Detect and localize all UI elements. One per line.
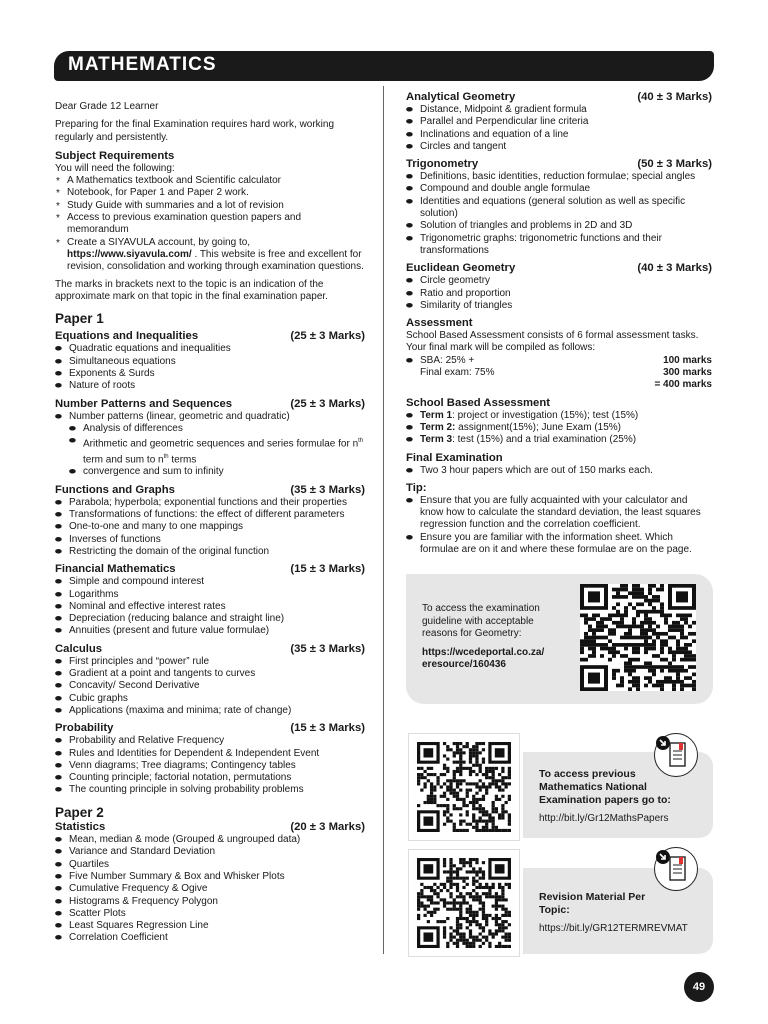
tip-list bbox=[406, 495, 712, 556]
list-item: ⬬ Ensure you are familiar with the information sheet. Which formulae are on it and where these formulae are on the page. bbox=[406, 532, 712, 557]
topic-list bbox=[55, 343, 365, 392]
topic-list bbox=[55, 497, 365, 558]
list-item: ⬬ Mean, median & mode (Grouped & ungrouped data) bbox=[55, 834, 365, 846]
list-item: ⬬ Transformations of functions: the effect of different parameters bbox=[55, 509, 365, 521]
list-item: ⬬ Number patterns (linear, geometric and quadratic) bbox=[55, 411, 365, 423]
list-item: ⬬ Nominal and effective interest rates bbox=[55, 601, 365, 613]
paper-2-heading: Paper 2 bbox=[55, 804, 104, 820]
list-item: ⬬ Rules and Identities for Dependent & Independent Event bbox=[55, 748, 365, 760]
section-heading: Equations and Inequalities (25 ± 3 Marks) bbox=[55, 330, 365, 343]
list-item: ⬬ Ratio and proportion bbox=[406, 288, 712, 300]
list-item: ⬬ Compound and double angle formulae bbox=[406, 183, 712, 195]
list-item: ⬬ Arithmetic and geometric sequences and series formulae for $n^{th}$ term and sum to $n^{th}$ terms bbox=[55, 435, 365, 466]
topic-list bbox=[406, 104, 712, 153]
list-item: ⬬ Exponents & Surds bbox=[55, 368, 365, 380]
topic-list bbox=[55, 735, 365, 796]
left-column bbox=[55, 101, 365, 945]
list-item: ⬬ Applications (maxima and minima; rate of change) bbox=[55, 705, 365, 717]
list-item: ⬬ Restricting the domain of the original function bbox=[55, 546, 365, 558]
past-papers-heading: To access previous Mathematics National Examination papers go to: bbox=[539, 768, 671, 806]
marks-note: The marks in brackets next to the topic is an indication of the approximate mark on that topic in the final examination paper. bbox=[55, 278, 328, 302]
list-item: ⬬ Circles and tangent bbox=[406, 141, 712, 153]
list-item: * Notebook, for Paper 1 and Paper 2 work. bbox=[55, 187, 365, 199]
list-item: ⬬ Solution of triangles and problems in 2D and 3D bbox=[406, 220, 712, 232]
section-heading: Financial Mathematics (15 ± 3 Marks) bbox=[55, 563, 365, 576]
topic-list bbox=[55, 656, 365, 717]
list-item: ⬬ SBA: 25% + 100 marks bbox=[406, 355, 712, 367]
list-item: ⬬ convergence and sum to infinity bbox=[55, 466, 365, 478]
qr-code-icon[interactable] bbox=[580, 584, 696, 691]
list-item: ⬬ Correlation Coefficient bbox=[55, 932, 365, 944]
list-item: Final exam: 75% 300 marks bbox=[420, 367, 712, 379]
list-item: ⬬ Term 1: project or investigation (15%); test (15%) bbox=[406, 410, 712, 422]
title-banner bbox=[54, 51, 714, 81]
list-item: ⬬ Distance, Midpoint & gradient formula bbox=[406, 104, 712, 116]
revision-link[interactable]: https://bit.ly/GR12TERMREVMAT bbox=[539, 923, 688, 934]
sba-list bbox=[406, 410, 712, 447]
list-item: ⬬ Definitions, basic identities, reduction formulae; special angles bbox=[406, 171, 712, 183]
list-item: ⬬ Cubic graphs bbox=[55, 693, 365, 705]
greeting: Dear Grade 12 Learner bbox=[55, 101, 159, 112]
list-item: ⬬ Counting principle; factorial notation, permutations bbox=[55, 772, 365, 784]
list-item: ⬬ Depreciation (reducing balance and straight line) bbox=[55, 613, 365, 625]
list-item: ⬬ Logarithms bbox=[55, 589, 365, 601]
revision-heading: Revision Material Per Topic: bbox=[539, 891, 646, 916]
list-item: ⬬ Cumulative Frequency & Ogive bbox=[55, 883, 365, 895]
right-column bbox=[406, 91, 712, 556]
list-item: * Access to previous examination question papers and memorandum bbox=[55, 212, 365, 237]
assessment-heading: Assessment bbox=[406, 317, 473, 330]
final-list bbox=[406, 465, 712, 477]
list-item: ⬬ Histograms & Frequency Polygon bbox=[55, 896, 365, 908]
topic-list bbox=[406, 171, 712, 257]
assessment-list bbox=[406, 355, 712, 380]
list-item: ⬬ Variance and Standard Deviation bbox=[55, 846, 365, 858]
list-item: * Create a SIYAVULA account, by going to, https://www.siyavula.com/ . This website is free and excellent for revision, consolidation and working through examination questions. bbox=[55, 237, 365, 274]
topic-list bbox=[406, 275, 712, 312]
list-item: ⬬ The counting principle in solving probability problems bbox=[55, 784, 365, 796]
subject-requirements-heading: Subject Requirements bbox=[55, 149, 175, 162]
total-marks: = 400 marks bbox=[654, 379, 712, 391]
list-item: ⬬ Ensure that you are fully acquainted with your calculator and know how to calculate the standard deviation, the least squares regression function and the correlation coefficient. bbox=[406, 495, 712, 532]
list-item: ⬬ Scatter Plots bbox=[55, 908, 365, 920]
list-item: ⬬ Least Squares Regression Line bbox=[55, 920, 365, 932]
qr-code-icon[interactable] bbox=[408, 849, 520, 957]
section-heading: Functions and Graphs (35 ± 3 Marks) bbox=[55, 483, 365, 496]
list-item: ⬬ Parallel and Perpendicular line criteria bbox=[406, 116, 712, 128]
list-item: ⬬ Inverses of functions bbox=[55, 534, 365, 546]
list-item: ⬬ Inclinations and equation of a line bbox=[406, 129, 712, 141]
section-heading: Number Patterns and Sequences (25 ± 3 Marks) bbox=[55, 397, 365, 410]
list-item: ⬬ Quartiles bbox=[55, 859, 365, 871]
list-item: ⬬ Analysis of differences bbox=[55, 423, 365, 435]
list-item: ⬬ Gradient at a point and tangents to curves bbox=[55, 668, 365, 680]
list-item: ⬬ Probability and Relative Frequency bbox=[55, 735, 365, 747]
topic-list bbox=[55, 834, 365, 945]
paper-1-heading: Paper 1 bbox=[55, 311, 104, 327]
page-title: MATHEMATICS bbox=[68, 54, 217, 75]
siyavula-link[interactable]: https://www.siyavula.com/ bbox=[67, 248, 192, 260]
list-item: ⬬ Identities and equations (general solution as well as specific solution) bbox=[406, 196, 712, 221]
qr-code-icon[interactable] bbox=[408, 733, 520, 841]
guideline-text: To access the examination guideline with acceptable reasons for Geometry: https://wcedeportal.co.za/ eresource/160436 bbox=[422, 603, 545, 670]
page-number: 49 bbox=[684, 972, 714, 1002]
list-item: ⬬ Concavity/ Second Derivative bbox=[55, 680, 365, 692]
topic-list bbox=[55, 411, 365, 479]
guideline-link[interactable]: https://wcedeportal.co.za/ eresource/160436 bbox=[422, 646, 545, 670]
list-item: ⬬ Trigonometric graphs: trigonometric functions and their transformations bbox=[406, 233, 712, 258]
past-papers-link[interactable]: http://bit.ly/Gr12MathsPapers bbox=[539, 813, 669, 824]
list-item: * Study Guide with summaries and a lot of revision bbox=[55, 200, 365, 212]
book-with-arrow-icon bbox=[654, 847, 698, 891]
intro-text: Preparing for the final Examination requires hard work, working regularly and persistently. bbox=[55, 119, 335, 143]
list-item: ⬬ Nature of roots bbox=[55, 380, 365, 392]
section-heading: Trigonometry (50 ± 3 Marks) bbox=[406, 158, 712, 171]
tip-heading: Tip: bbox=[406, 481, 427, 494]
list-item: ⬬ First principles and “power” rule bbox=[55, 656, 365, 668]
list-item: ⬬ Parabola; hyperbola; exponential functions and their properties bbox=[55, 497, 365, 509]
assessment-text: School Based Assessment consists of 6 formal assessment tasks. Your final mark will be compiled as follows: bbox=[406, 330, 699, 354]
list-item: ⬬ One-to-one and many to one mappings bbox=[55, 521, 365, 533]
section-heading: Analytical Geometry (40 ± 3 Marks) bbox=[406, 91, 712, 103]
list-item: * A Mathematics textbook and Scientific calculator bbox=[55, 175, 365, 187]
final-exam-heading: Final Examination bbox=[406, 451, 503, 464]
requirements-list bbox=[55, 175, 365, 273]
list-item: ⬬ Venn diagrams; Tree diagrams; Contingency tables bbox=[55, 760, 365, 772]
list-item: ⬬ Five Number Summary & Box and Whisker Plots bbox=[55, 871, 365, 883]
subject-requirements-lead: You will need the following: bbox=[55, 162, 175, 174]
section-heading: Probability (15 ± 3 Marks) bbox=[55, 722, 365, 735]
list-item: ⬬ Term 3: test (15%) and a trial examination (25%) bbox=[406, 434, 712, 446]
list-item: ⬬ Term 2: assignment(15%); June Exam (15%) bbox=[406, 422, 712, 434]
list-item: ⬬ Annuities (present and future value formulae) bbox=[55, 625, 365, 637]
book-with-arrow-icon bbox=[654, 733, 698, 777]
geometry-guideline-box bbox=[406, 574, 713, 704]
list-item: ⬬ Circle geometry bbox=[406, 275, 712, 287]
list-item: ⬬ Similarity of triangles bbox=[406, 300, 712, 312]
sba-heading: School Based Assessment bbox=[406, 396, 550, 409]
list-item: ⬬ Simultaneous equations bbox=[55, 356, 365, 368]
list-item: ⬬ Simple and compound interest bbox=[55, 576, 365, 588]
list-item: ⬬ Two 3 hour papers which are out of 150 marks each. bbox=[406, 465, 712, 477]
column-divider bbox=[383, 86, 384, 954]
section-heading: Euclidean Geometry (40 ± 3 Marks) bbox=[406, 262, 712, 275]
section-heading: Statistics (20 ± 3 Marks) bbox=[55, 821, 365, 834]
topic-list bbox=[55, 576, 365, 637]
section-heading: Calculus (35 ± 3 Marks) bbox=[55, 642, 365, 655]
list-item: ⬬ Quadratic equations and inequalities bbox=[55, 343, 365, 355]
